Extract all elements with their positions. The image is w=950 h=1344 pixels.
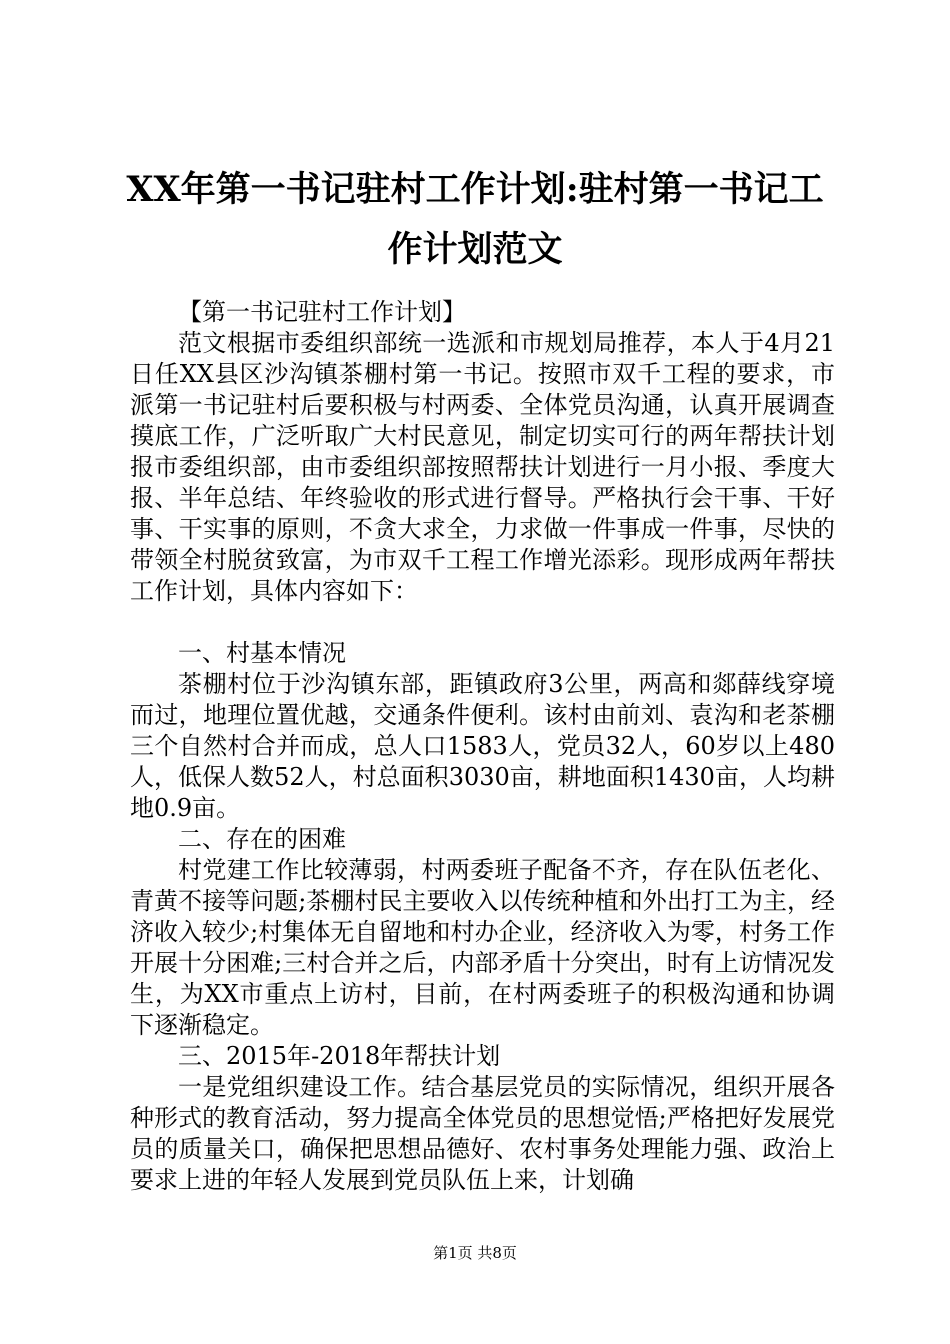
paragraph: 一是党组织建设工作。结合基层党员的实际情况，组织开展各种形式的教育活动，努力提高全体党员的思想觉悟;严格把好发展党员的质量关口，确保把思想品德好、农村事务处理能力强、政治上要求上进的年轻人发展到党员队伍上来，计划确 <box>130 1073 835 1194</box>
document-title: XX年第一书记驻村工作计划:驻村第一书记工作计划范文 <box>126 169 824 270</box>
section-heading: 三、2015年-2018年帮扶计划 <box>178 1042 501 1070</box>
paragraph: 范文根据市委组织部统一选派和市规划局推荐，本人于4月21日任XX县区沙沟镇茶棚村第一书记。按照市双千工程的要求，市派第一书记驻村后要积极与村两委、全体党员沟通，认真开展调查摸底工作，广泛听取广大村民意见，制定切实可行的两年帮扶计划报市委组织部，由市委组织部按照帮扶计划进行一月小报、季度大报、半年总结、年终验收的形式进行督导。严格执行会干事、干好事、干实事的原则，不贪大求全，力求做一件事成一件事，尽快的带领全村脱贫致富，为市双千工程工作增光添彩。现形成两年帮扶工作计划，具体内容如下： <box>130 329 835 605</box>
paragraph: 茶棚村位于沙沟镇东部，距镇政府3公里，两高和郯薛线穿境而过，地理位置优越，交通条件便利。该村由前刘、袁沟和老茶棚三个自然村合并而成，总人口1583人，党员32人，60岁以上480人，低保人数52人，村总面积3030亩，耕地面积1430亩，人均耕地0.9亩。 <box>130 670 835 822</box>
section-heading: 二、存在的困难 <box>178 825 346 853</box>
section-heading: 【第一书记驻村工作计划】 <box>178 298 466 326</box>
document-body <box>130 297 835 1196</box>
paragraph: 村党建工作比较薄弱，村两委班子配备不齐，存在队伍老化、青黄不接等问题;茶棚村民主要收入以传统种植和外出打工为主，经济收入较少;村集体无自留地和村办企业，经济收入为零，村务工作开展十分困难;三村合并之后，内部矛盾十分突出，时有上访情况发生，为XX市重点上访村，目前，在村两委班子的积极沟通和协调下逐渐稳定。 <box>130 856 835 1039</box>
section-heading: 一、村基本情况 <box>178 639 346 667</box>
page-footer: 第1页 共8页 <box>433 1244 517 1262</box>
